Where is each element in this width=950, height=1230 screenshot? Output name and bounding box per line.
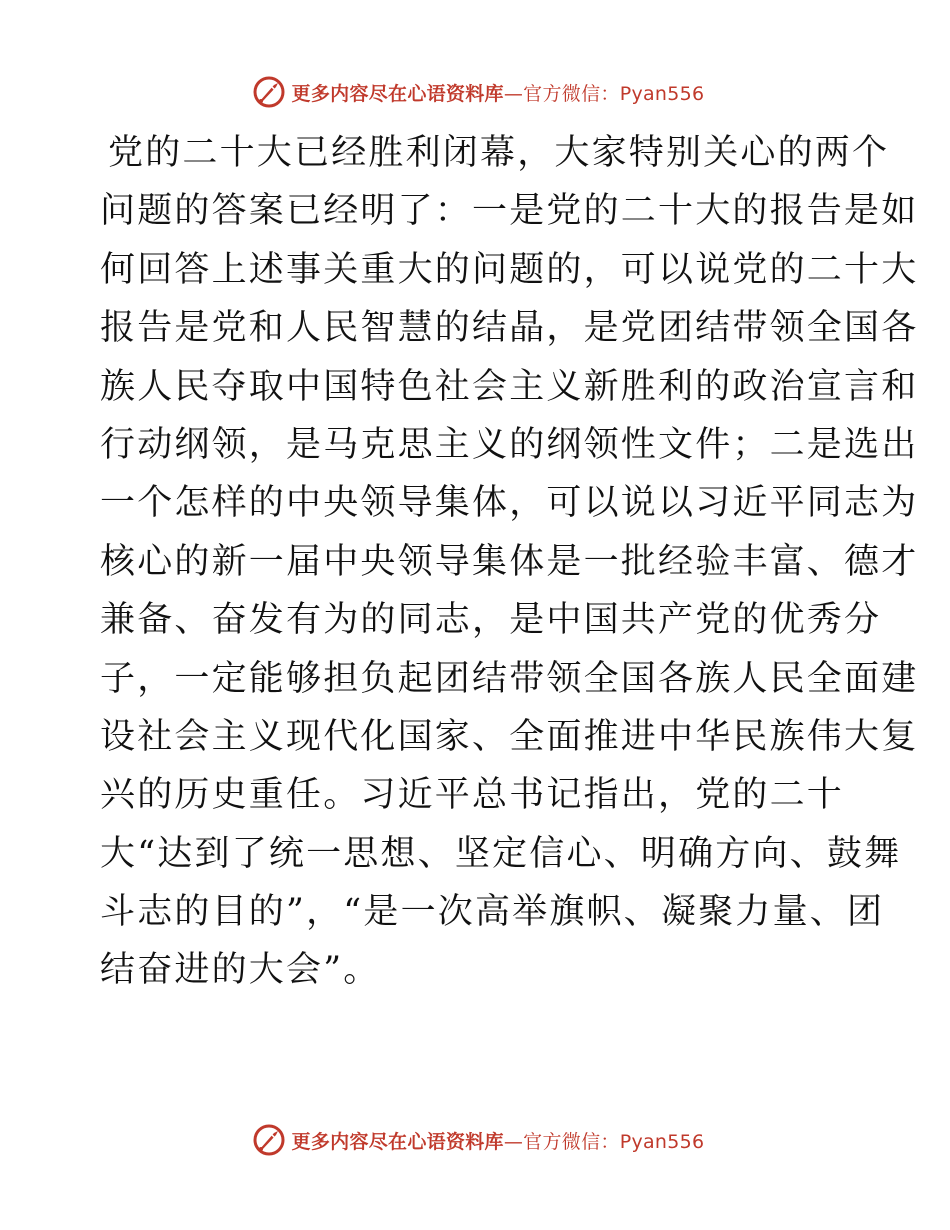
- body-line: 问题的答案已经明了：一是党的二十大的报告是如: [100, 191, 919, 232]
- body-line: 核心的新一届中央领导集体是一批经验丰富、德才: [100, 541, 919, 582]
- body-line: 报告是党和人民智慧的结晶，是党团结带领全国各: [100, 308, 919, 349]
- banner-main-text: 更多内容尽在心语资料库: [291, 1130, 504, 1153]
- quill-pen-logo-icon: [252, 1123, 286, 1157]
- body-line: 一个怎样的中央领导集体，可以说以习近平同志为: [100, 483, 919, 524]
- body-line: 行动纲领，是马克思主义的纲领性文件；二是选出: [100, 424, 919, 465]
- body-line: 党的二十大已经胜利闭幕，大家特别关心的两个: [108, 133, 890, 173]
- body-line: 结奋进的大会”。: [100, 950, 381, 991]
- body-line: 子，一定能够担负起团结带领全国各族人民全面建: [100, 658, 919, 699]
- banner-wechat-id: Pyan556: [619, 82, 705, 105]
- banner-main-text: 更多内容尽在心语资料库: [291, 82, 504, 105]
- banner-wechat-id: Pyan556: [619, 1130, 705, 1153]
- document-body: [100, 124, 919, 1000]
- body-line: 何回答上述事关重大的问题的，可以说党的二十大: [100, 249, 919, 290]
- body-line: 兴的历史重任。习近平总书记指出，党的二十: [100, 775, 845, 816]
- banner-dash: —: [503, 82, 524, 105]
- footer-banner: [0, 1120, 950, 1160]
- header-banner-content: [252, 75, 705, 109]
- footer-banner-text: [292, 1127, 705, 1154]
- footer-banner-content: [252, 1123, 705, 1157]
- body-line: 设社会主义现代化国家、全面推进中华民族伟大复: [100, 716, 919, 757]
- banner-wechat-label: 官方微信：: [523, 1130, 620, 1153]
- body-line: 族人民夺取中国特色社会主义新胜利的政治宣言和: [100, 366, 919, 407]
- header-banner-text: [292, 79, 705, 106]
- body-line: 大“达到了统一思想、坚定信心、明确方向、鼓舞: [100, 833, 902, 874]
- body-line: 兼备、奋发有为的同志，是中国共产党的优秀分: [100, 600, 882, 641]
- banner-dash: —: [503, 1130, 524, 1153]
- header-banner: [0, 72, 950, 112]
- quill-pen-logo-icon: [252, 75, 286, 109]
- banner-wechat-label: 官方微信：: [523, 82, 620, 105]
- body-line: 斗志的目的”，“是一次高举旗帜、凝聚力量、团: [100, 892, 885, 933]
